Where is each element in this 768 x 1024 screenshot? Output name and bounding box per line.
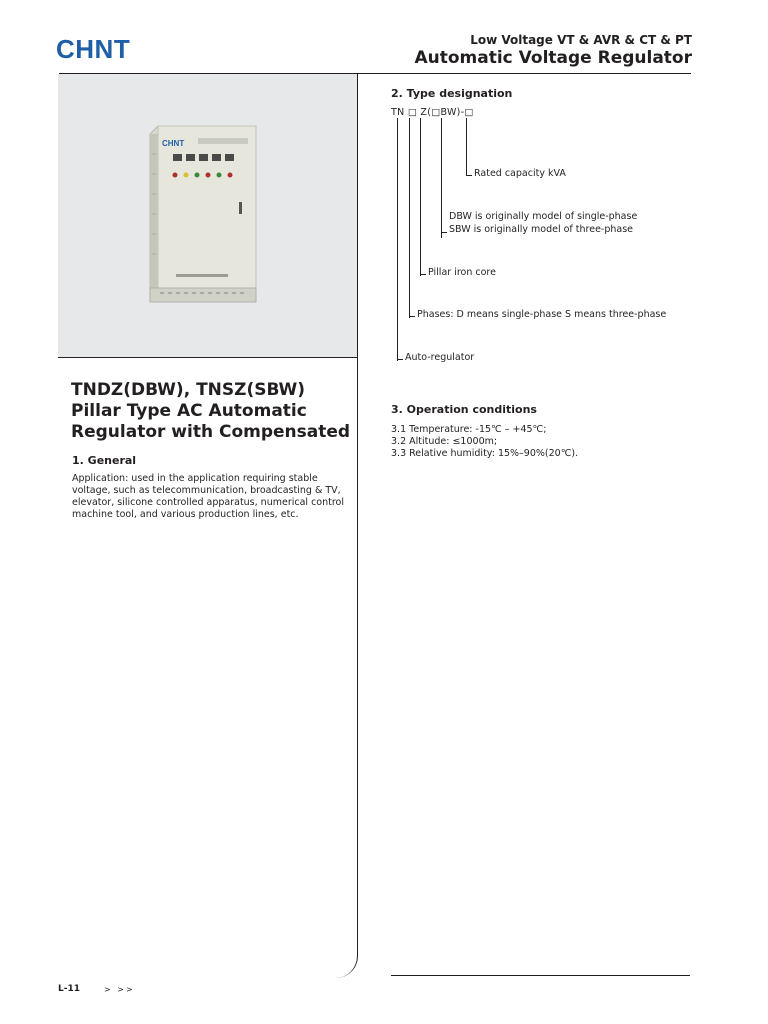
label-dbw: DBW is originally model of single-phase (449, 211, 638, 222)
chint-logo: CHNT (56, 34, 131, 64)
type-code: TN □ Z(□BW)-□ (391, 107, 474, 118)
tree-line (409, 118, 410, 318)
product-title (71, 380, 351, 443)
general-text (72, 473, 347, 521)
operation-heading: 3. Operation conditions (391, 403, 537, 416)
general-line: voltage, such as telecommunication, broadcasting & TV, (72, 485, 341, 496)
page-number: L-11 (58, 984, 80, 994)
tree-line (397, 359, 403, 360)
title-line-1: TNDZ(DBW), TNSZ(SBW) (71, 380, 306, 400)
photo-divider (58, 357, 358, 358)
label-auto-regulator: Auto-regulator (405, 352, 475, 363)
general-heading: 1. General (72, 454, 137, 467)
general-line: machine tool, and various production lines, etc. (72, 509, 299, 520)
tree-line (441, 118, 442, 238)
title-line-2: Pillar Type AC Automatic (71, 401, 307, 421)
tree-line (397, 118, 398, 361)
label-rated-capacity: Rated capacity kVA (474, 168, 566, 179)
label-pillar-core: Pillar iron core (428, 267, 496, 278)
footer-divider (391, 975, 690, 976)
tree-line (466, 175, 472, 176)
tree-line (441, 232, 447, 233)
general-line: elevator, silicone controlled apparatus, numerical control (72, 497, 344, 508)
product-photo (58, 74, 357, 357)
tree-line (420, 118, 421, 276)
image-brand-label: CHNT (162, 139, 185, 148)
operation-item: 3.2 Altitude: ≤1000m; (391, 436, 498, 447)
regulator-cabinet-image (58, 74, 357, 357)
type-designation-heading: 2. Type designation (391, 87, 513, 100)
operation-item: 3.1 Temperature: -15℃ – +45℃; (391, 424, 547, 435)
label-phases: Phases: D means single-phase S means three-phase (417, 309, 667, 320)
tree-line (409, 316, 415, 317)
tree-line (420, 274, 426, 275)
header-subtitle: Low Voltage VT & AVR & CT & PT (470, 33, 692, 47)
general-line: Application: used in the application requiring stable (72, 473, 318, 484)
title-line-3: Regulator with Compensated (71, 422, 351, 442)
operation-list (391, 424, 578, 460)
operation-item: 3.3 Relative humidity: 15%–90%(20℃). (391, 448, 579, 459)
header-title: Automatic Voltage Regulator (414, 48, 692, 68)
page-nav-arrows[interactable]: > >> (104, 985, 135, 994)
label-sbw: SBW is originally model of three-phase (449, 224, 634, 235)
tree-line (466, 118, 467, 176)
